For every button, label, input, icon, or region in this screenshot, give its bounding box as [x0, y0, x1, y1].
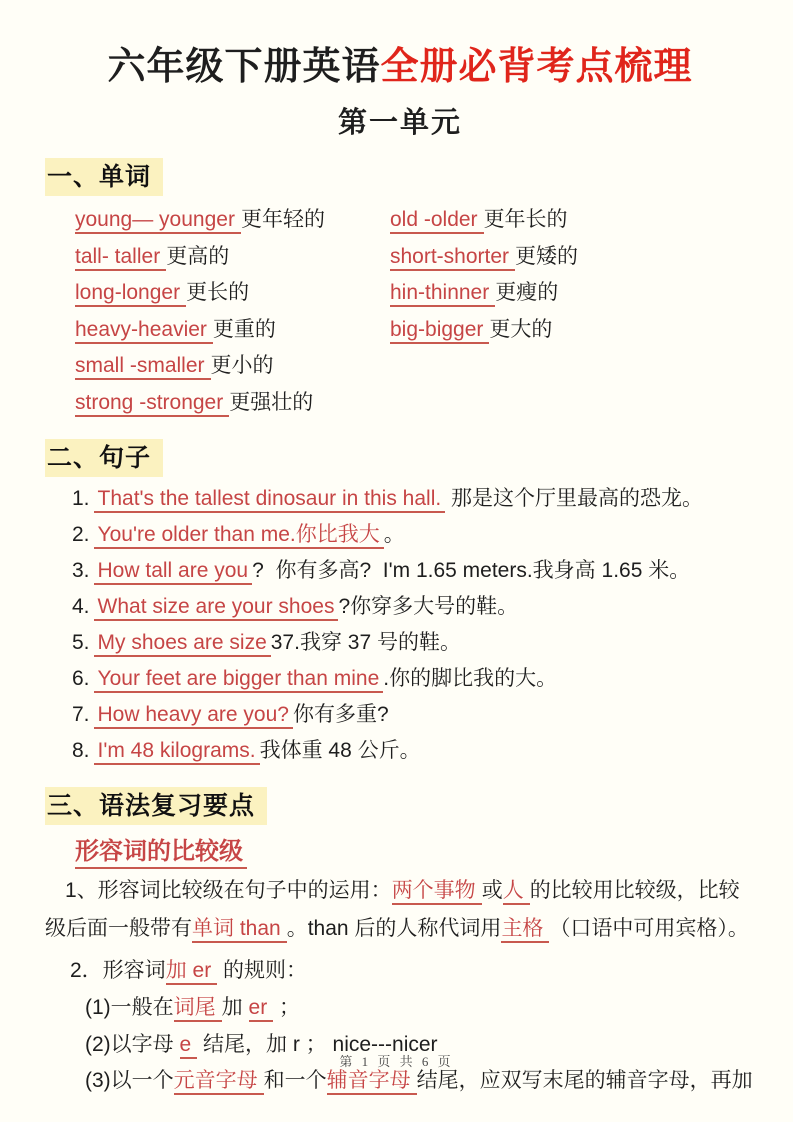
grammar-highlight: 单词 than — [192, 917, 287, 943]
word-chinese: 更瘦的 — [495, 281, 559, 305]
sentence-number: 6. — [72, 667, 90, 691]
sentence-number: 8. — [72, 739, 90, 763]
sentence-english: Your feet are bigger than mine — [94, 667, 384, 693]
word-chinese: 更高的 — [166, 244, 230, 268]
word-pair — [75, 385, 390, 422]
grammar-text: 2．形容词 — [70, 959, 166, 983]
section-words — [45, 158, 755, 196]
grammar-text: ； — [273, 996, 301, 1020]
word-english: short-shorter — [390, 245, 515, 271]
word-english: old -older — [390, 208, 484, 234]
grammar-highlight: er — [249, 996, 274, 1022]
sentence-translation: .你的脚比我的大。 — [383, 667, 558, 691]
word-english: long-longer — [75, 281, 186, 307]
grammar-highlight: e — [180, 1033, 198, 1059]
section-heading-grammar: 三、语法复习要点 — [45, 787, 267, 825]
grammar-highlight: 人 — [503, 879, 530, 905]
grammar-highlight: 两个事物 — [392, 879, 482, 905]
word-pair — [390, 239, 755, 276]
section-heading-words: 一、单词 — [45, 158, 163, 196]
page-title — [45, 46, 755, 90]
word-chinese: 更年轻的 — [240, 208, 325, 232]
section-sentences — [45, 439, 755, 477]
sentence-english: What size are your shoes — [94, 595, 339, 621]
sentence-row — [72, 589, 755, 625]
sentence-number: 4. — [72, 595, 90, 619]
word-chinese: 更大的 — [489, 317, 553, 341]
section-grammar — [45, 787, 755, 825]
grammar-text: 结尾，加 r ； nice---nicer — [197, 1032, 438, 1056]
grammar-highlight: 元音字母 — [174, 1069, 264, 1095]
word-chinese: 更长的 — [186, 281, 250, 305]
word-pair — [75, 239, 390, 276]
word-chinese: 更小的 — [210, 354, 274, 378]
word-pair — [75, 312, 390, 349]
word-english: hin-thinner — [390, 281, 495, 307]
section-heading-sentences: 二、句子 — [45, 439, 163, 477]
grammar-text: 加 — [221, 996, 249, 1020]
word-pair — [75, 275, 390, 312]
sentence-row — [72, 661, 755, 697]
sentence-number: 2. — [72, 523, 90, 547]
sentence-row — [72, 517, 755, 553]
sentence-english: How heavy are you? — [94, 703, 293, 729]
sentence-number: 7. — [72, 703, 90, 727]
grammar-text: 结尾，应双写末尾的辅音字母，再加 — [416, 1069, 753, 1093]
grammar-highlight: 辅音字母 — [327, 1069, 417, 1095]
word-pair — [390, 275, 755, 312]
sentence-english: That's the tallest dinosaur in this hall. — [94, 487, 446, 513]
word-pair — [390, 202, 755, 239]
sentence-english: I'm 48 kilograms. — [94, 739, 260, 765]
sentence-translation: 37.我穿 37 号的鞋。 — [270, 631, 461, 655]
sentence-number: 1. — [72, 487, 90, 511]
word-english: strong -stronger — [75, 391, 229, 417]
sentence-translation: ? 你有多高? I'm 1.65 meters.我身高 1.65 米。 — [252, 559, 691, 583]
sentence-number: 5. — [72, 631, 90, 655]
word-chinese: 更重的 — [212, 317, 276, 341]
word-pair — [75, 348, 390, 385]
grammar-subheading — [75, 831, 247, 866]
sentence-translation: 。 — [383, 523, 405, 547]
grammar-rule-1 — [85, 990, 755, 1027]
grammar-text: (1)一般在 — [85, 996, 174, 1020]
grammar-paragraph-1 — [45, 872, 755, 948]
sentence-english: You're older than me.你比我大 — [94, 523, 384, 549]
page-footer: 第 1 页 共 6 页 — [339, 1054, 454, 1069]
grammar-text: (2)以字母 — [85, 1032, 180, 1056]
sentence-english: My shoes are size — [94, 631, 271, 657]
sentence-english: How tall are you — [94, 559, 253, 585]
grammar-text: 的比较用比较级，比较级后面一般带有 — [45, 879, 740, 941]
word-chinese: 更年长的 — [483, 208, 568, 232]
grammar-subheading-text: 形容词的比较级 — [75, 838, 247, 869]
sentence-translation: 你有多重? — [292, 703, 389, 727]
sentence-number: 3. — [72, 559, 90, 583]
sentence-translation: ?你穿多大号的鞋。 — [338, 595, 519, 619]
sentence-list — [72, 481, 755, 769]
sentence-row — [72, 481, 755, 517]
sentence-row — [72, 733, 755, 769]
word-pair — [75, 202, 390, 239]
grammar-highlight: 加 er — [166, 959, 218, 985]
grammar-text: 1、形容词比较级在句子中的运用： — [65, 879, 392, 903]
word-english: heavy-heavier — [75, 318, 213, 344]
word-pair — [390, 312, 755, 349]
page-title-black-part: 六年级下册英语 — [107, 46, 381, 88]
grammar-highlight: 主格 — [501, 917, 549, 943]
grammar-text: 或 — [481, 879, 503, 903]
sentence-row — [72, 625, 755, 661]
word-chinese: 更强壮的 — [229, 390, 314, 414]
sentence-row — [72, 553, 755, 589]
word-english: small -smaller — [75, 354, 211, 380]
word-english: tall- taller — [75, 245, 166, 271]
sentence-translation: 那是这个厅里最高的恐龙。 — [445, 487, 704, 511]
word-list — [75, 202, 755, 421]
grammar-text: (3)以一个 — [85, 1069, 174, 1093]
word-english: young— younger — [75, 208, 241, 234]
grammar-text: 和一个 — [263, 1069, 327, 1093]
word-chinese: 更矮的 — [515, 244, 579, 268]
grammar-point-2 — [45, 952, 755, 990]
grammar-text: （口语中可用宾格）。 — [549, 917, 749, 941]
sentence-row — [72, 697, 755, 733]
grammar-highlight: 词尾 — [174, 996, 222, 1022]
page-title-red-part: 全册必背考点梳理 — [380, 46, 693, 88]
grammar-text: 的规则： — [217, 959, 308, 983]
grammar-text: 。than 后的人称代词用 — [286, 917, 502, 941]
word-english: big-bigger — [390, 318, 489, 344]
unit-title: 第一单元 — [337, 106, 462, 139]
sentence-translation: 我体重 48 公斤。 — [259, 739, 421, 763]
